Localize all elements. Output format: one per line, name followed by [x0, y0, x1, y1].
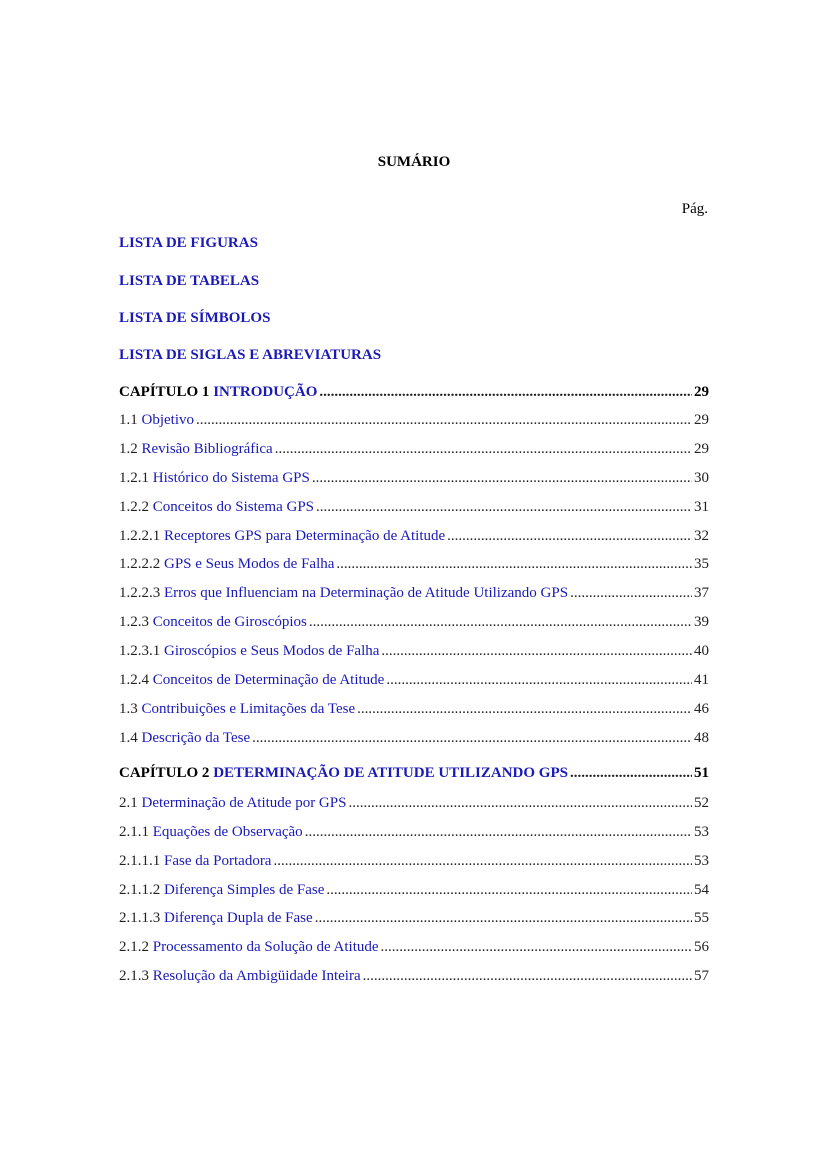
toc-page-number: 39: [694, 614, 709, 630]
toc-entry-link[interactable]: INTRODUÇÃO: [213, 384, 318, 400]
toc-entry-link[interactable]: Processamento da Solução de Atitude: [152, 939, 379, 955]
toc-entry-link[interactable]: DETERMINAÇÃO DE ATITUDE UTILIZANDO GPS: [213, 765, 568, 781]
toc-entry-number: 2.1.2: [119, 939, 149, 955]
toc-dot-leader: [275, 441, 692, 458]
toc-entry-link[interactable]: Resolução da Ambigüidade Inteira: [152, 968, 361, 984]
toc-page-number: 35: [694, 556, 709, 572]
toc-page-number: 31: [694, 499, 709, 515]
toc-entry-link[interactable]: Histórico do Sistema GPS: [152, 470, 310, 486]
toc-row[interactable]: [119, 470, 709, 487]
toc-row[interactable]: [119, 528, 709, 545]
toc-entry-link[interactable]: GPS e Seus Modos de Falha: [164, 556, 335, 572]
toc-chapter-row[interactable]: [119, 384, 709, 401]
toc-page-number: 48: [694, 730, 709, 746]
toc-dot-leader: [305, 824, 692, 841]
toc-entry-number: 1.2.2.2: [119, 556, 161, 572]
toc-entry-link[interactable]: Determinação de Atitude por GPS: [141, 795, 347, 811]
toc-entry-number: CAPÍTULO 2: [119, 765, 210, 781]
toc-entry-link[interactable]: Fase da Portadora: [164, 853, 272, 869]
toc-entry-number: CAPÍTULO 1: [119, 384, 210, 400]
toc-dot-leader: [273, 853, 692, 870]
toc-entry-link[interactable]: Erros que Influenciam na Determinação de Atitude Utilizando GPS: [164, 585, 569, 601]
toc-page-number: 53: [694, 824, 709, 840]
toc-entry-link[interactable]: Receptores GPS para Determinação de Atitude: [164, 528, 446, 544]
toc-dot-leader: [252, 730, 692, 747]
toc-page-number: 53: [694, 853, 709, 869]
page-column-label: Pág.: [681, 201, 708, 217]
toc-row[interactable]: [119, 824, 709, 841]
toc-row[interactable]: [119, 556, 709, 573]
toc-entry-link[interactable]: Descrição da Tese: [141, 730, 251, 746]
toc-entry-number: 1.2.2: [119, 499, 149, 515]
toc-entry-number: 1.2.2.3: [119, 585, 161, 601]
toc-page-number: 29: [694, 384, 709, 400]
toc-row[interactable]: [119, 499, 709, 516]
toc-page-number: 51: [694, 765, 709, 781]
toc-row[interactable]: [119, 882, 709, 899]
toc-page-number: 30: [694, 470, 709, 486]
toc-page-number: 56: [694, 939, 709, 955]
toc-dot-leader: [316, 499, 692, 516]
toc-dot-leader: [312, 470, 692, 487]
toc-list-tables[interactable]: LISTA DE TABELAS: [119, 273, 260, 289]
toc-entry-link[interactable]: Objetivo: [141, 412, 194, 428]
toc-entry-number: 1.2: [119, 441, 138, 457]
toc-entry-number: 1.2.2.1: [119, 528, 161, 544]
toc-dot-leader: [386, 672, 692, 689]
toc-page-number: 37: [694, 585, 709, 601]
toc-entry-number: 1.2.3.1: [119, 643, 161, 659]
toc-row[interactable]: [119, 701, 709, 718]
toc-entry-number: 1.2.1: [119, 470, 149, 486]
toc-row[interactable]: [119, 910, 709, 927]
toc-page-number: 29: [694, 441, 709, 457]
toc-entry-number: 1.1: [119, 412, 138, 428]
toc-dot-leader: [315, 910, 692, 927]
toc-entry-number: 2.1.1.2: [119, 882, 161, 898]
toc-entry-number: 2.1.1.3: [119, 910, 161, 926]
toc-dot-leader: [363, 968, 692, 985]
toc-list-acronyms[interactable]: LISTA DE SIGLAS E ABREVIATURAS: [119, 347, 382, 363]
toc-page-number: 54: [694, 882, 709, 898]
toc-row[interactable]: [119, 614, 709, 631]
toc-chapter-row[interactable]: [119, 765, 709, 782]
toc-entry-link[interactable]: Diferença Dupla de Fase: [164, 910, 313, 926]
toc-dot-leader: [381, 643, 692, 660]
toc-page-number: 55: [694, 910, 709, 926]
toc-entry-number: 1.3: [119, 701, 138, 717]
toc-list-symbols[interactable]: LISTA DE SÍMBOLOS: [119, 310, 271, 326]
toc-dot-leader: [348, 795, 692, 812]
toc-dot-leader: [336, 556, 692, 573]
toc-entry-link[interactable]: Revisão Bibliográfica: [141, 441, 273, 457]
toc-page-number: 41: [694, 672, 709, 688]
toc-entry-number: 2.1.3: [119, 968, 149, 984]
toc-row[interactable]: [119, 795, 709, 812]
toc-dot-leader: [319, 384, 692, 401]
page-title: SUMÁRIO: [377, 154, 451, 170]
toc-dot-leader: [570, 585, 692, 602]
toc-page-number: 52: [694, 795, 709, 811]
toc-entry-number: 2.1.1.1: [119, 853, 161, 869]
toc-row[interactable]: [119, 853, 709, 870]
toc-dot-leader: [570, 765, 692, 782]
toc-dot-leader: [357, 701, 692, 718]
toc-entry-number: 1.2.3: [119, 614, 149, 630]
toc-entry-link[interactable]: Contribuições e Limitações da Tese: [141, 701, 356, 717]
toc-row[interactable]: [119, 441, 709, 458]
toc-entry-number: 1.2.4: [119, 672, 149, 688]
toc-dot-leader: [326, 882, 692, 899]
toc-page-number: 46: [694, 701, 709, 717]
toc-page-number: 57: [694, 968, 709, 984]
toc-row[interactable]: [119, 730, 709, 747]
toc-entry-link[interactable]: Conceitos de Determinação de Atitude: [152, 672, 385, 688]
toc-entry-link[interactable]: Equações de Observação: [152, 824, 303, 840]
toc-page-number: 32: [694, 528, 709, 544]
toc-dot-leader: [447, 528, 692, 545]
toc-entry-number: 2.1.1: [119, 824, 149, 840]
toc-entry-link[interactable]: Conceitos de Giroscópios: [152, 614, 307, 630]
toc-row[interactable]: [119, 585, 709, 602]
toc-page-number: 40: [694, 643, 709, 659]
toc-entry-link[interactable]: Diferença Simples de Fase: [164, 882, 325, 898]
toc-entry-link[interactable]: Giroscópios e Seus Modos de Falha: [164, 643, 380, 659]
toc-row[interactable]: [119, 643, 709, 660]
toc-entry-link[interactable]: Conceitos do Sistema GPS: [152, 499, 315, 515]
toc-row[interactable]: [119, 412, 709, 429]
toc-list-figures[interactable]: LISTA DE FIGURAS: [119, 235, 258, 251]
toc-row[interactable]: [119, 672, 709, 689]
toc-page-number: 29: [694, 412, 709, 428]
toc-entry-number: 1.4: [119, 730, 138, 746]
toc-row[interactable]: [119, 968, 709, 985]
toc-row[interactable]: [119, 939, 709, 956]
toc-dot-leader: [309, 614, 692, 631]
toc-dot-leader: [381, 939, 692, 956]
toc-dot-leader: [196, 412, 692, 429]
toc-entry-number: 2.1: [119, 795, 138, 811]
